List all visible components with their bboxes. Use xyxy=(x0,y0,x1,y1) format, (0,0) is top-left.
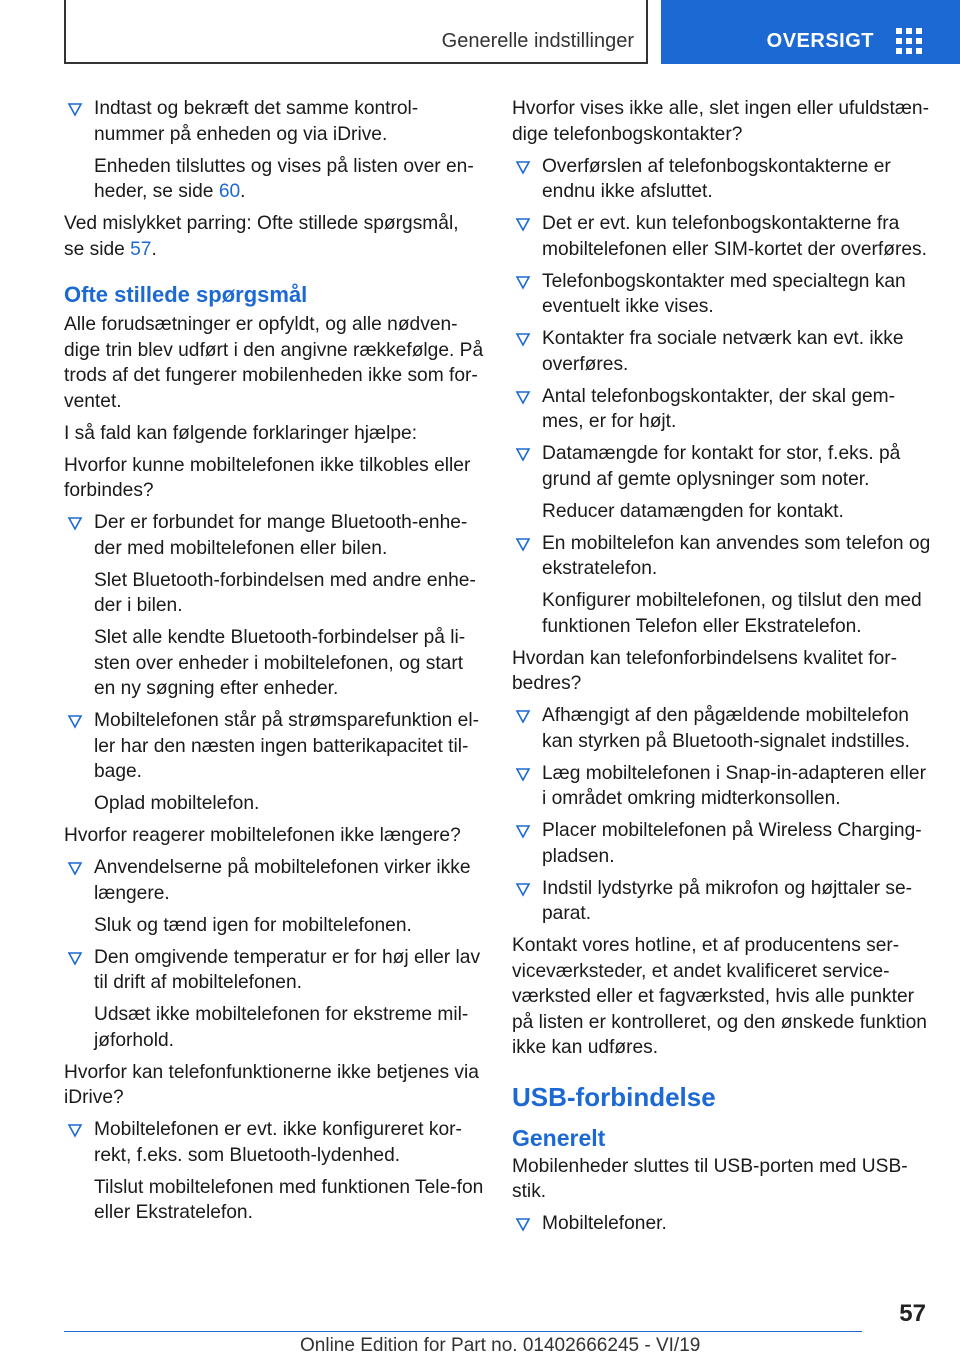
triangle-bullet-icon xyxy=(514,703,532,728)
paragraph: Alle forudsætninger er opfyldt, og alle nødven-dige trin blev udført i den angivne rækkefølge. På trods af det fungerer mobilenheden ikke som for-ventet. xyxy=(64,314,484,412)
list-item: Antal telefonbogskontakter, der skal gem-mes, er for højt. xyxy=(512,384,932,435)
right-column xyxy=(512,96,932,1243)
list-item: Overførslen af telefonbogskontakterne er endnu ikke afsluttet. xyxy=(512,154,932,205)
triangle-bullet-icon xyxy=(514,531,532,556)
subsection-heading: Generelt xyxy=(512,1124,606,1151)
triangle-bullet-icon xyxy=(66,96,84,121)
triangle-bullet-icon xyxy=(514,761,532,786)
list-item: Indstil lydstyrke på mikrofon og højttaler se-parat. xyxy=(512,876,932,927)
list-item: Kontakter fra sociale netværk kan evt. ikke overføres. xyxy=(512,326,932,377)
section-tab xyxy=(64,0,648,64)
paragraph: Enheden tilsluttes og vises på listen over en-heder, se side 60. xyxy=(94,155,474,202)
list-item: Placer mobiltelefonen på Wireless Charging-pladsen. xyxy=(512,818,932,869)
list-item: Der er forbundet for mange Bluetooth-enhe-der med mobiltelefonen eller bilen. xyxy=(64,510,484,561)
triangle-bullet-icon xyxy=(514,154,532,179)
grid-icon xyxy=(896,28,922,54)
triangle-bullet-icon xyxy=(66,510,84,535)
question: Hvordan kan telefonforbindelsens kvalitet for-bedres? xyxy=(512,647,898,694)
list-item: Mobiltelefoner. xyxy=(512,1211,932,1237)
triangle-bullet-icon xyxy=(514,441,532,466)
paragraph: Oplad mobiltelefon. xyxy=(94,793,260,814)
triangle-bullet-icon xyxy=(514,384,532,409)
triangle-bullet-icon xyxy=(514,211,532,236)
page-link-60[interactable]: 60 xyxy=(218,181,241,202)
paragraph: Kontakt vores hotline, et af producentens ser-viceværksteder, et andet kvalificeret service-værksted eller et fagværksted, hvis alle punkter på listen er kontrolleret, og den ønskede funktion ikke kan udføres. xyxy=(512,935,927,1058)
triangle-bullet-icon xyxy=(514,1211,532,1236)
list-item: En mobiltelefon kan anvendes som telefon og ekstratelefon. xyxy=(512,531,932,582)
chapter-heading: USB-forbindelse xyxy=(512,1081,716,1112)
list-item: Læg mobiltelefonen i Snap-in-adapteren eller i området omkring midterkonsollen. xyxy=(512,761,932,812)
list-item: Datamængde for kontakt for stor, f.eks. på grund af gemte oplysninger som noter. xyxy=(512,441,932,492)
paragraph: Reducer datamængden for kontakt. xyxy=(542,500,844,522)
page-header xyxy=(0,0,960,66)
triangle-bullet-icon xyxy=(66,1117,84,1142)
triangle-bullet-icon xyxy=(514,876,532,901)
triangle-bullet-icon xyxy=(514,269,532,294)
list-item: Telefonbogskontakter med specialtegn kan eventuelt ikke vises. xyxy=(512,269,932,320)
list-item: Anvendelserne på mobiltelefonen virker ikke længere. xyxy=(64,855,484,906)
section-title: Generelle indstillinger xyxy=(441,30,634,52)
paragraph: Mobilenheder sluttes til USB-porten med USB-stik. xyxy=(512,1155,908,1202)
list-item: Mobiltelefonen står på strømsparefunktion el-ler har den næsten ingen batterikapacitet til-bage. xyxy=(64,708,484,785)
paragraph: I så fald kan følgende forklaringer hjælpe: xyxy=(64,422,418,444)
list-item: Indtast og bekræft det samme kontrol-nummer på enheden og via iDrive. xyxy=(64,96,484,147)
triangle-bullet-icon xyxy=(66,945,84,970)
list-item: Mobiltelefonen er evt. ikke konfigureret kor-rekt, f.eks. som Bluetooth-lydenhed. xyxy=(64,1117,484,1168)
triangle-bullet-icon xyxy=(514,326,532,351)
footer-divider xyxy=(64,1331,862,1332)
question: Hvorfor reagerer mobiltelefonen ikke længere? xyxy=(64,825,461,846)
paragraph: Konfigurer mobiltelefonen, og tilslut den med funktionen Telefon eller Ekstratelefon. xyxy=(542,590,922,637)
paragraph: Tilslut mobiltelefonen med funktionen Tele-fon eller Ekstratelefon. xyxy=(94,1176,484,1223)
section-heading: Ofte stillede spørgsmål xyxy=(64,282,308,307)
question: Hvorfor kunne mobiltelefonen ikke tilkobles eller forbindes? xyxy=(64,454,471,501)
triangle-bullet-icon xyxy=(514,818,532,843)
page-link-57[interactable]: 57 xyxy=(130,238,152,260)
triangle-bullet-icon xyxy=(66,708,84,733)
list-item: Afhængigt af den pågældende mobiltelefon kan styrken på Bluetooth-signalet indstilles. xyxy=(512,703,932,754)
left-column xyxy=(64,96,484,1232)
paragraph: Sluk og tænd igen for mobiltelefonen. xyxy=(94,914,412,936)
overview-label: OVERSIGT xyxy=(766,30,874,52)
question: Hvorfor kan telefonfunktionerne ikke betjenes via iDrive? xyxy=(64,1061,479,1108)
list-item: Det er evt. kun telefonbogskontakterne fra mobiltelefonen eller SIM-kortet der overføres. xyxy=(512,211,932,262)
paragraph: Ved mislykket parring: Ofte stillede spørgsmål, se side 57. xyxy=(64,213,459,260)
paragraph: Slet Bluetooth-forbindelsen med andre enhe-der i bilen. xyxy=(94,569,476,616)
footer-edition: Online Edition for Part no. 01402666245 - VI/19 xyxy=(300,1335,701,1356)
paragraph: Udsæt ikke mobiltelefonen for ekstreme mil-jøforhold. xyxy=(94,1004,469,1051)
question: Hvorfor vises ikke alle, slet ingen eller ufuldstæn-dige telefonbogskontakter? xyxy=(512,98,929,145)
page-number: 57 xyxy=(899,1300,926,1327)
triangle-bullet-icon xyxy=(66,855,84,880)
overview-button[interactable] xyxy=(661,0,960,64)
list-item: Den omgivende temperatur er for høj eller lav til drift af mobiltelefonen. xyxy=(64,945,484,996)
paragraph: Slet alle kendte Bluetooth-forbindelser på li-sten over enheder i mobiltelefonen, og start en ny søgning efter enheder. xyxy=(94,627,466,699)
